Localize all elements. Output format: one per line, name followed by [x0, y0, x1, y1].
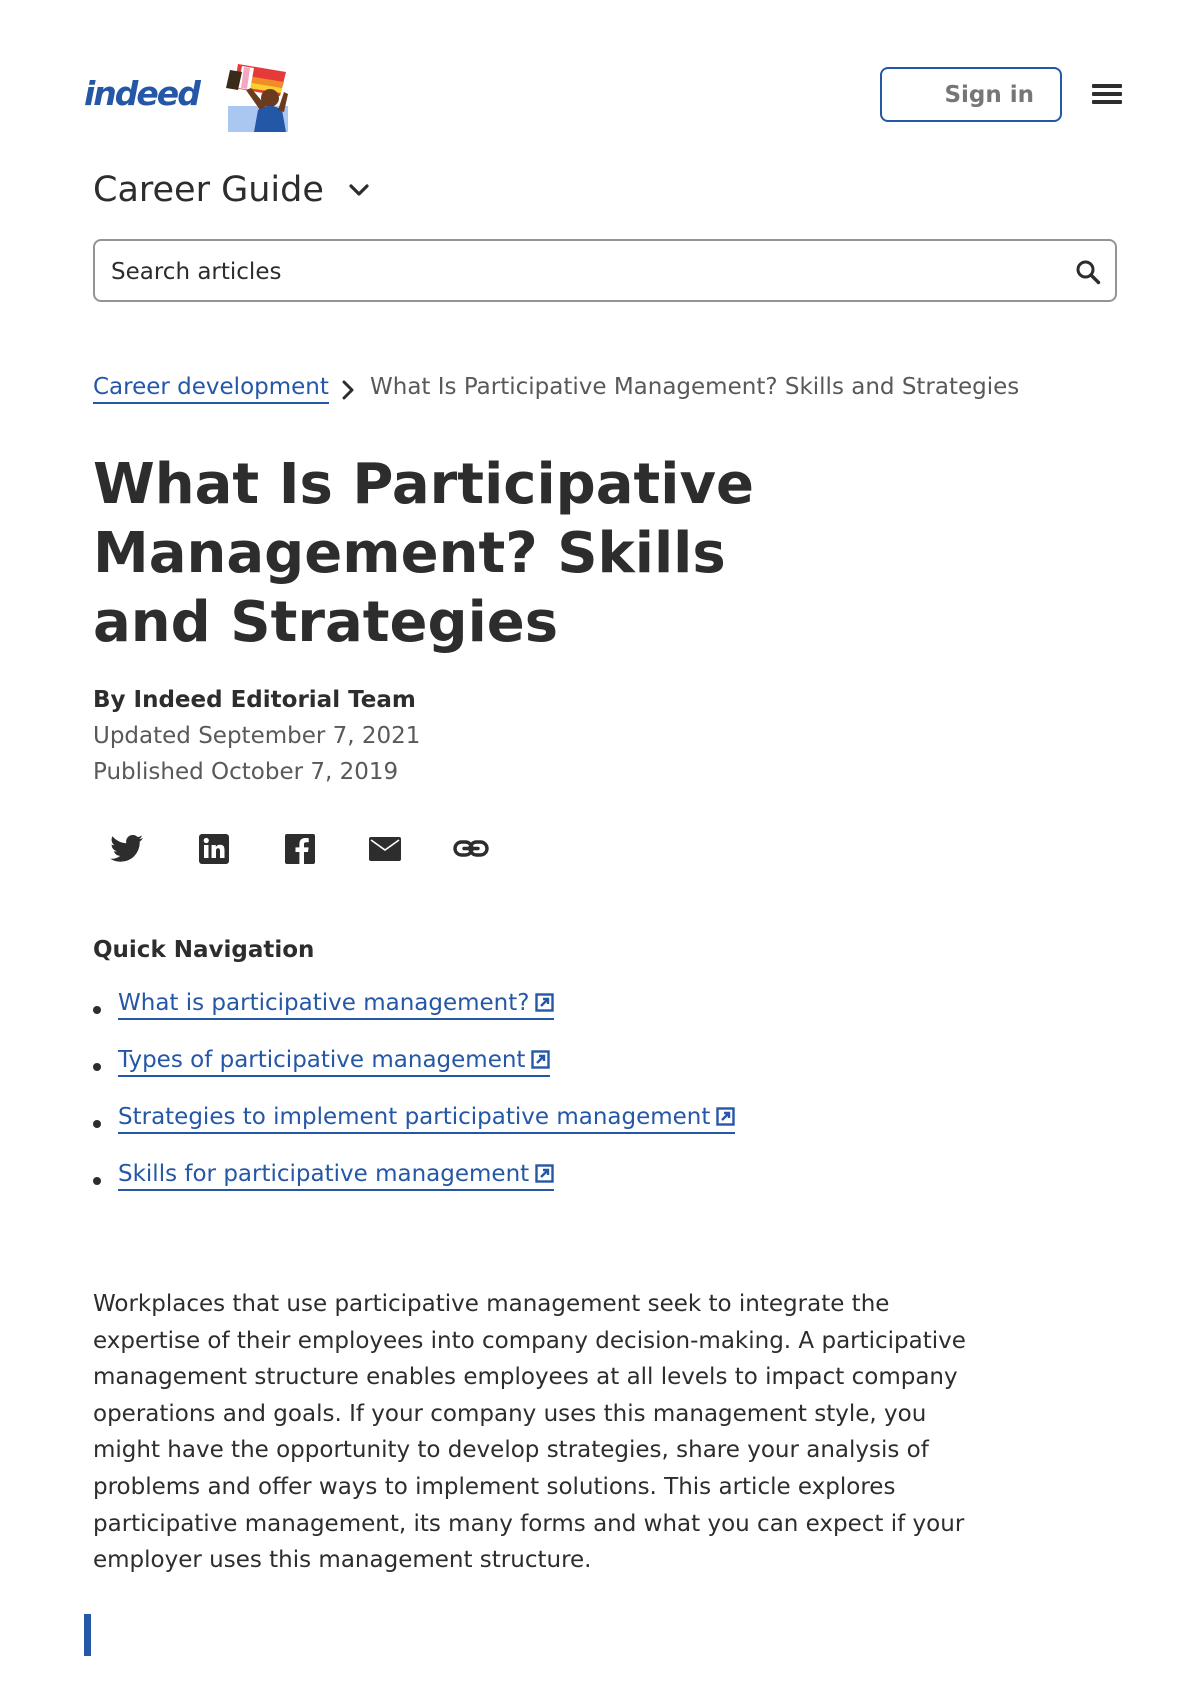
quick-navigation-heading: Quick Navigation: [93, 937, 315, 963]
list-item: [93, 1047, 735, 1104]
list-item: [93, 1104, 735, 1161]
toc-link-label: Strategies to implement participative management: [118, 1104, 711, 1130]
breadcrumb-career-development[interactable]: Career development: [93, 374, 329, 404]
search-input[interactable]: [109, 254, 1013, 290]
published-date: Published October 7, 2019: [93, 759, 399, 785]
quick-navigation-list: [93, 990, 735, 1218]
list-item: [93, 990, 735, 1047]
toc-link-strategies[interactable]: [118, 1104, 735, 1134]
updated-date: Updated September 7, 2021: [93, 723, 421, 749]
chevron-right-icon: [341, 379, 355, 401]
list-item: [93, 1161, 735, 1218]
breadcrumb-current: What Is Participative Management? Skills and Strategies: [370, 374, 1020, 400]
toc-link-label: Skills for participative management: [118, 1161, 530, 1187]
twitter-icon[interactable]: [108, 832, 146, 866]
search-icon[interactable]: [1075, 259, 1101, 285]
career-guide-dropdown[interactable]: Career Guide: [93, 170, 324, 210]
toc-link-label: What is participative management?: [118, 990, 530, 1016]
external-link-icon: [716, 1107, 735, 1126]
toc-link-label: Types of participative management: [118, 1047, 526, 1073]
chevron-down-icon[interactable]: [348, 183, 370, 197]
external-link-icon: [535, 993, 554, 1012]
toc-link-skills[interactable]: [118, 1161, 554, 1191]
external-link-icon: [535, 1164, 554, 1183]
author-byline: By Indeed Editorial Team: [93, 687, 416, 713]
hamburger-menu-icon[interactable]: [1092, 84, 1122, 106]
external-link-icon: [531, 1050, 550, 1069]
indeed-logo[interactable]: indeed: [84, 74, 199, 113]
toc-link-types[interactable]: [118, 1047, 550, 1077]
facebook-icon[interactable]: [280, 832, 318, 866]
linkedin-icon[interactable]: [194, 832, 232, 866]
section-accent-bar: [84, 1614, 91, 1656]
email-icon[interactable]: [366, 832, 404, 866]
page-title: What Is Participative Management? Skills and Strategies: [93, 452, 754, 655]
link-icon[interactable]: [452, 832, 490, 866]
sign-in-button[interactable]: Sign in: [880, 67, 1062, 122]
pride-flag-illustration: [224, 60, 296, 132]
search-box: [93, 239, 1117, 302]
article-intro: Workplaces that use participative management seek to integrate the expertise of their employees into company decision-making. A participative management structure enables employees at all levels to impact company operations and goals. If your company uses this management style, you might have the opportunity to develop strategies, share your analysis of problems and offer ways to implement solutions. This article explores participative management, its many forms and what you can expect if your employer uses this management structure.: [93, 1291, 966, 1574]
toc-link-what-is[interactable]: [118, 990, 554, 1020]
